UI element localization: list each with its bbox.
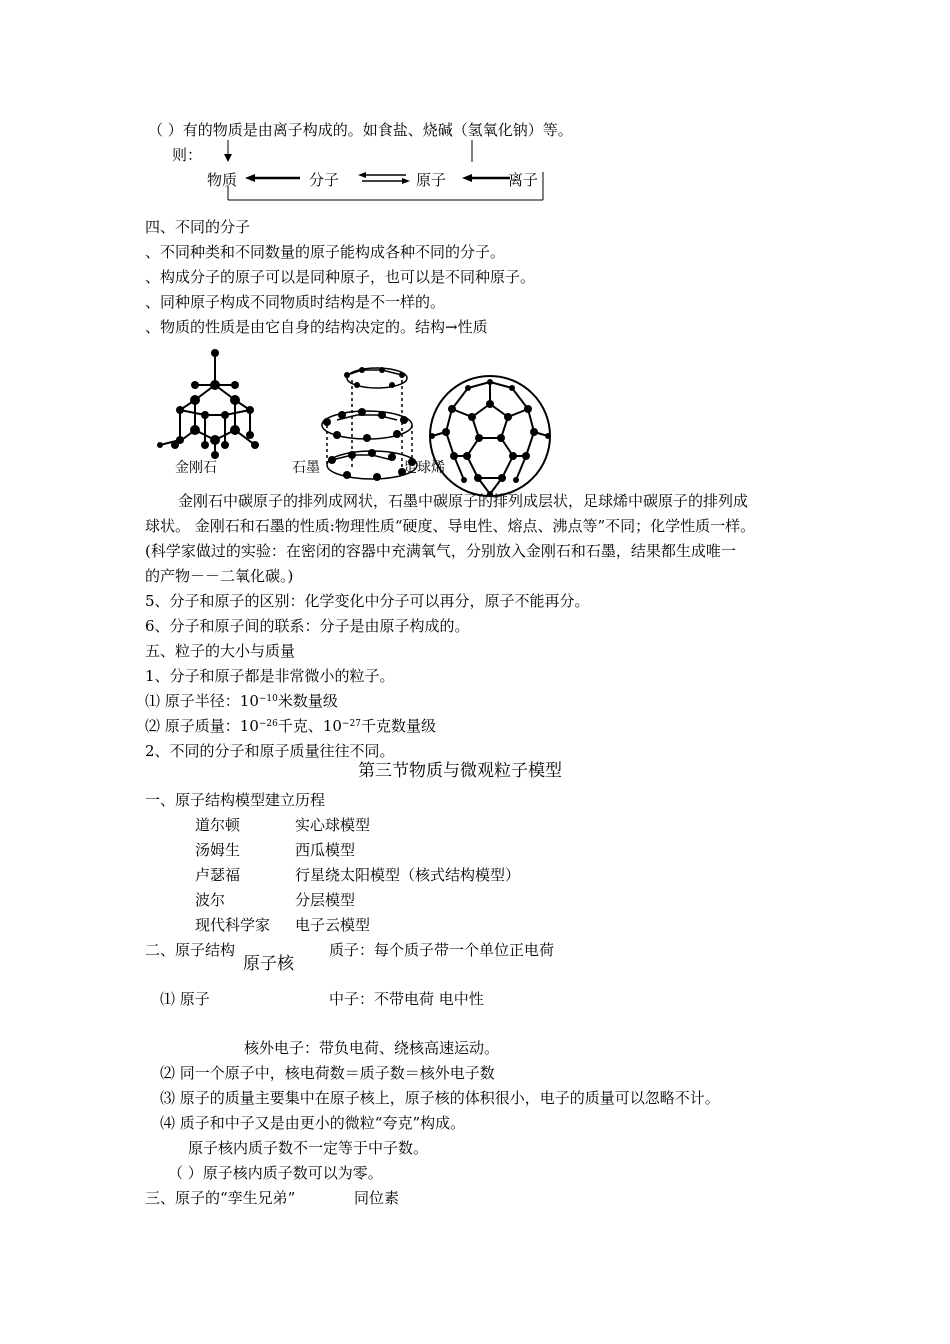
then-label: 则：	[172, 146, 203, 164]
history-heading: 一、原子结构模型建立历程	[145, 791, 326, 809]
section-5-point-1: 1、分子和原子都是非常微小的粒子。	[145, 667, 395, 685]
radius-exponent: −10	[258, 694, 278, 704]
ion-statement: （ ）有的物质是由离子构成的。如食盐、烧碱（氢氧化钠）等。	[148, 121, 573, 139]
structure-point	[160, 1064, 495, 1082]
diagram-molecule: 分子	[309, 171, 340, 189]
history-model: 行星绕太阳模型（核式结构模型）	[295, 866, 521, 884]
radius-unit: 米数量级	[277, 692, 338, 710]
history-model: 分层模型	[295, 891, 356, 909]
proton-description: 质子：每个质子带一个单位正电荷	[329, 941, 555, 959]
point-6: 6、分子和原子间的联系：分子是由原子构成的。	[145, 617, 470, 635]
history-scientist: 现代科学家	[195, 916, 271, 934]
section-5-point-2: 2、不同的分子和原子质量往往不同。	[145, 742, 395, 760]
history-scientist: 波尔	[195, 891, 226, 909]
mass-exponent: −26	[258, 719, 278, 729]
item-number: ⑵	[145, 717, 161, 735]
particle-relation-diagram	[0, 0, 950, 220]
atom-mass-line	[145, 717, 436, 735]
mass-text-2: 千克、10	[277, 717, 342, 735]
diagram-substance: 物质	[207, 171, 238, 189]
carbon-paragraph-line: (科学家做过的实验：在密闭的容器中充满氧气，分别放入金刚石和石墨，结果都生成唯一	[145, 542, 736, 560]
item-number: ⑷	[160, 1114, 176, 1132]
section-5-heading: 五、粒子的大小与质量	[145, 642, 296, 660]
mass-text: 原子质量：10	[164, 717, 259, 735]
section-4-item: 、物质的性质是由它自身的结构决定的。结构→性质	[145, 318, 488, 336]
diagram-atom: 原子	[416, 171, 447, 189]
section-4-item: 、同种原子构成不同物质时结构是不一样的。	[145, 293, 446, 311]
section-4-item: 、不同种类和不同数量的原子能构成各种不同的分子。	[145, 243, 506, 261]
electron-description: 核外电子：带负电荷、绕核高速运动。	[244, 1039, 500, 1057]
atom-text: 原子	[179, 990, 210, 1008]
section-title: 第三节物质与微观粒子模型	[358, 761, 562, 781]
structure-heading: 二、原子结构	[145, 941, 236, 959]
nucleus-note: （ ）原子核内质子数可以为零。	[168, 1164, 383, 1182]
history-scientist: 卢瑟福	[195, 866, 241, 884]
neutron-description: 中子：不带电荷 电中性	[329, 990, 484, 1008]
history-scientist: 道尔顿	[195, 816, 241, 834]
item-number: ⑵	[160, 1064, 176, 1082]
item-number: ⑶	[160, 1089, 176, 1107]
history-model: 实心球模型	[295, 816, 371, 834]
section-4-heading: 四、不同的分子	[145, 218, 251, 236]
diamond-structure-figure	[150, 345, 270, 465]
item-number: ⑴	[145, 692, 161, 710]
mass-unit: 千克数量级	[360, 717, 436, 735]
diagram-ion: 离子	[508, 171, 539, 189]
radius-text: 原子半径：10	[164, 692, 259, 710]
diamond-label: 金刚石	[175, 460, 217, 476]
carbon-paragraph-line: 球状。 金刚石和石墨的性质:物理性质“硬度、导电性、熔点、沸点等”不同；化学性质一样。	[145, 517, 756, 535]
carbon-paragraph-line: 金刚石中碳原子的排列成网状，石墨中碳原子的排列成层状，足球烯中碳原子的排列成	[178, 492, 749, 510]
history-model: 西瓜模型	[295, 841, 356, 859]
point-text: 同一个原子中，核电荷数＝质子数＝核外电子数	[179, 1064, 495, 1082]
point-text: 原子的质量主要集中在原子核上，原子核的体积很小，电子的质量可以忽略不计。	[179, 1089, 720, 1107]
mass-exponent-2: −27	[341, 719, 361, 729]
structure-point	[160, 1089, 720, 1107]
carbon-paragraph-line: 的产物－－二氧化碳。)	[145, 567, 294, 585]
item-number: ⑴	[160, 990, 176, 1008]
history-model: 电子云模型	[295, 916, 371, 934]
fullerene-label: 足球烯	[403, 460, 445, 476]
section-4-item: 、构成分子的原子可以是同种原子，也可以是不同种原子。	[145, 268, 536, 286]
isotope-heading: 三、原子的“孪生兄弟”	[145, 1189, 296, 1207]
history-scientist: 汤姆生	[195, 841, 241, 859]
point-5: 5、分子和原子的区别：化学变化中分子可以再分，原子不能再分。	[145, 592, 590, 610]
nucleus-label: 原子核	[243, 954, 294, 974]
isotope-term: 同位素	[354, 1189, 400, 1207]
nucleus-note: 原子核内质子数不一定等于中子数。	[188, 1139, 429, 1157]
atom-radius-line	[145, 692, 338, 710]
atom-label	[160, 990, 210, 1008]
graphite-label: 石墨	[292, 460, 320, 476]
structure-point	[160, 1114, 465, 1132]
point-text: 质子和中子又是由更小的微粒“夸克”构成。	[179, 1114, 466, 1132]
fullerene-structure-figure	[428, 374, 558, 504]
